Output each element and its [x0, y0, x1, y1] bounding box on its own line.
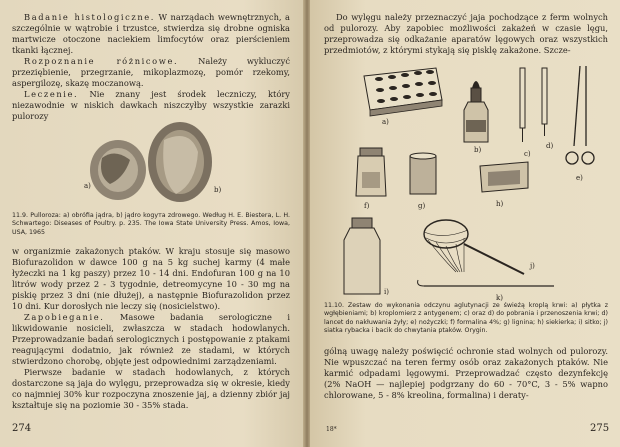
pipettes: [520, 68, 547, 142]
lignin-roll: [410, 153, 436, 194]
right-top-text: [324, 12, 608, 56]
prevention-heading: Zapobieganie.: [24, 312, 105, 322]
right-bottom-text: [324, 346, 608, 401]
first-examination-text: Pierwsze badanie w stadach hodowlanych, z których dostarczone są jaja do wylęgu, przeprowadza się w okresie, kiedy co najmniej 30% kur rozpoczyna znoszenie jaj, a dzienny zbiór jaj kształtuje się na poziomie 30 - 35% stada.: [12, 367, 290, 410]
plate-with-wells: [364, 68, 442, 116]
prevention-text: Masowe badania serologiczne i likwidowanie nosicieli, zwłaszcza w stadach hodowlanych. Przeprowadzanie badań serologicznych i postępowanie z ptakami reagującymi dodatnio, jak również ze stadami, w których stwierdzono chorobę, objęte jest odpowiednimi zarządzeniami.: [12, 312, 290, 366]
kit-label-h: h): [496, 200, 504, 208]
scissors: [566, 66, 594, 164]
kit-label-a: a): [382, 118, 389, 126]
dropper-bottle: [464, 81, 488, 142]
right-page: [310, 0, 620, 447]
figure-label-b: b): [214, 186, 222, 194]
kit-label-c: c): [524, 150, 531, 158]
treatment-text: Nie znany jest środek leczniczy, który niezawodnie w niskich dawkach niszczyłby wszystkie zarazki pulorozy: [12, 89, 290, 121]
formalin-jar: [356, 148, 386, 196]
left-top-text: [12, 12, 290, 122]
kit-label-b: b): [474, 146, 482, 154]
kit-label-i: i): [384, 288, 389, 296]
agglutination-kit-illustration: [324, 62, 608, 302]
hatching-text: Do wylęgu należy przeznaczyć jaja pochodzące z ferm wolnych od pulorozy. Aby zapobiec możliwości zakażeń w czasie lęgu, przeprowadza się odkażanie aparatów lęgowych oraz wszystkich przedmiotów, z którymi stykają się pisklę zakażone. Szcze-: [324, 12, 608, 55]
right-page-number: 275: [590, 423, 610, 434]
testes-photo: [80, 118, 230, 208]
right-figure-caption: 11.10. Zestaw do wykonania odczynu aglutynacji ze świeżą kroplą krwi: a) płytka z wgłębieniami; b) kroplomierz z antygenem; c) oraz d) do pobrania i przenoszenia krwi; d) lancet do nakłuwania żyły; e) nożyczki; f) formalina 4%; g) lignina; h) siekierka; i) sitko; j) siatka rybacka i bacik do chwytania ptaków. Orygin.: [324, 302, 608, 335]
left-page: [0, 0, 304, 447]
differential-heading: Rozpoznanie różnicowe.: [24, 56, 179, 66]
large-bottle: [344, 218, 380, 294]
catching-hook: [418, 280, 554, 286]
treatment-continuation: w organizmie zakażonych ptaków. W kraju stosuje się masowo Biofurazolidon w dawce 100 g na 5 kg suchej karmy (4 małe łyżeczki na 1 kg paszy) przez 10 - 14 dni. Endofuran 100 g na 10 litrów wody przez 2 - 3 tygodnie, detreomycyne 10 - 30 mg na piskię przez 3 dni (nie dłużej), a następnie Biofurazolidon przez 10 dni. Kur dorosłych nie leczy się (nosicielstwo).: [12, 246, 290, 311]
kit-label-j: j): [530, 262, 535, 270]
kit-label-e: e): [576, 174, 583, 182]
left-page-number: 274: [12, 423, 32, 434]
hatchet-box: [480, 162, 528, 192]
kit-label-g: g): [418, 202, 426, 210]
protection-text: gólną uwagę należy poświęcić ochronie stad wolnych od pulorozy. Nie wpuszczać na teren fermy osób oraz zakażonych ptaków. Nie karmić odpadami lęgowymi. Przeprowadzać często dezynfekcję (2% NaOH — najlepiej podgrzany do 60 - 70°C, 3 - 5% wapno chlorowane, 5 - 8% kreolina, formalina) i deraty-: [324, 346, 608, 400]
differential-text: Należy wykluczyć przeziębienie, przegrzanie, mikoplazmozę, pomór rzekomy, aspergilozę, skazę moczanową.: [12, 56, 290, 88]
treatment-heading: Leczenie.: [24, 89, 79, 99]
left-body-text: [12, 246, 290, 411]
left-figure-caption: 11.9. Pulloroza: a) obrófia jądra, b) jądro kogута zdrowego. Według H. E. Biestera, L. H. Schwartego: Diseases of Poultry. p. 235. The Iowa State University Press. Amos, Iowa, USA, 1965: [12, 212, 290, 236]
histology-text: W narządach wewnętrznych, a szczególnie w wątrobie i trzustce, stwierdza się drobne ogniska martwicze otoczone naciekiem limfocytów oraz pierścieniem tkanki łącznej.: [12, 12, 290, 55]
signature-mark: 18*: [326, 426, 337, 433]
kit-label-f: f): [364, 202, 370, 210]
kit-label-k: k): [496, 294, 503, 302]
fishing-net: [424, 220, 524, 274]
histology-heading: Badanie histologiczne.: [24, 12, 156, 22]
kit-label-d: d): [546, 142, 554, 150]
figure-label-a: a): [84, 182, 91, 190]
